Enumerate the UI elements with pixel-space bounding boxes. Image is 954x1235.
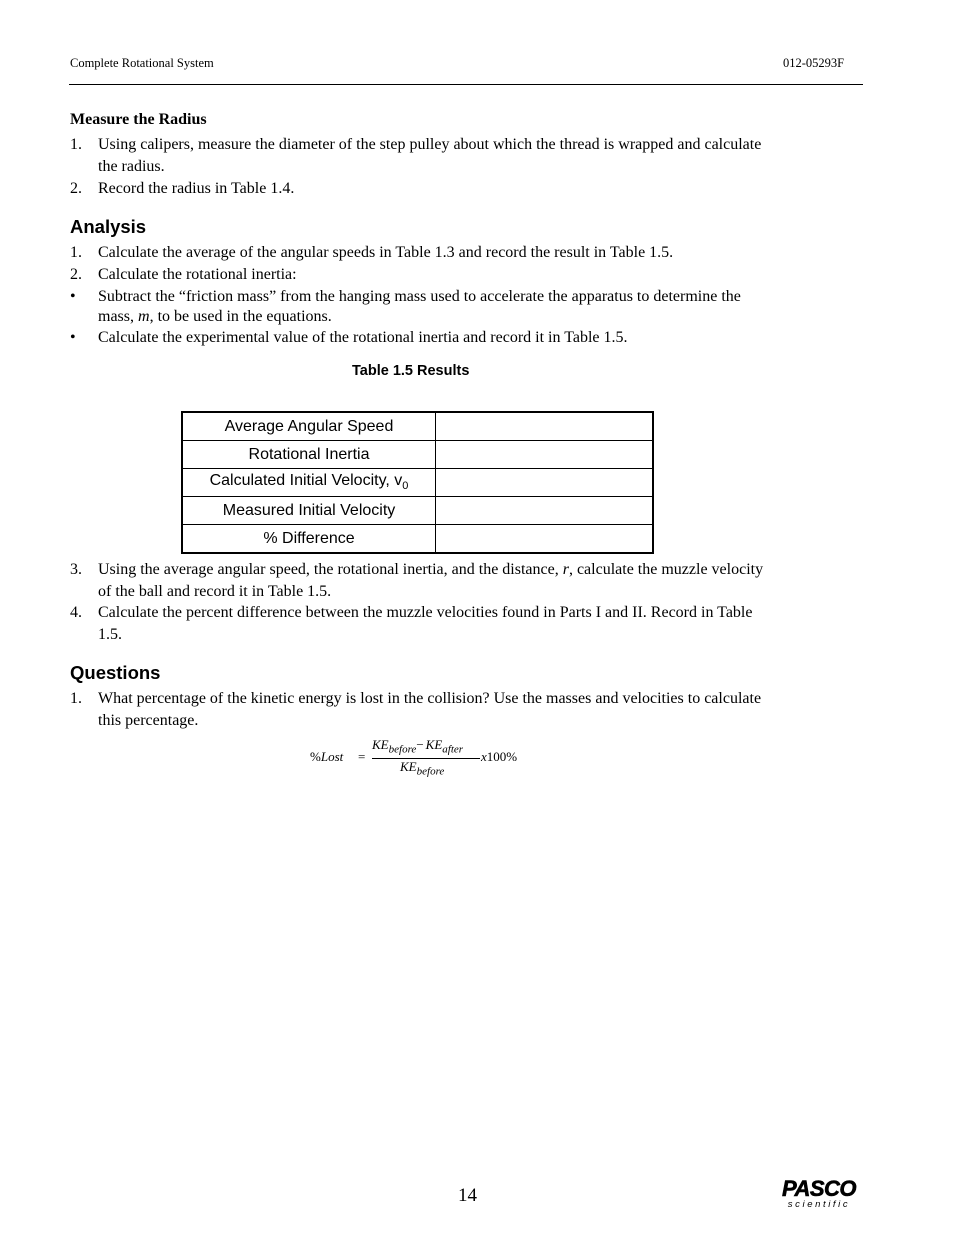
equation-denominator — [400, 759, 444, 778]
row-value — [436, 412, 654, 441]
list-text: Using calipers, measure the diameter of the step pulley about which the thread is wrapped and calculate the radius. — [98, 136, 762, 175]
equals-sign — [358, 749, 365, 765]
questions-heading: Questions — [70, 662, 161, 683]
bullet-marker: • — [70, 288, 76, 305]
row-label: Average Angular Speed — [182, 412, 436, 441]
lost-variable: Lost — [320, 749, 344, 764]
list-marker: 2. — [70, 180, 82, 197]
table-caption: Table 1.5 Results — [352, 363, 470, 379]
list-text: Record the radius in Table 1.4. — [98, 180, 295, 197]
table-row — [182, 412, 653, 441]
ke-symbol: KE — [372, 737, 389, 752]
bullet-item — [70, 287, 770, 327]
list-text: Calculate the rotational inertia: — [98, 266, 297, 283]
row-value — [436, 469, 654, 497]
bullet-item — [70, 327, 770, 349]
subscript-after: after — [442, 743, 464, 756]
table-row — [182, 469, 653, 497]
header-divider — [69, 84, 863, 85]
list-marker: 3. — [70, 561, 82, 578]
subscript-before: before — [388, 743, 417, 756]
list-item — [70, 178, 770, 200]
analysis-heading: Analysis — [70, 216, 147, 237]
list-item — [70, 559, 770, 603]
list-item — [70, 602, 770, 646]
equals-text: = — [358, 749, 366, 764]
list-text: Calculate the experimental value of the rotational inertia and record it in Table 1.5. — [98, 329, 628, 346]
text-segment: Using the average angular speed, the rotational inertia, and the distance, — [98, 561, 563, 578]
page-number: 14 — [458, 1185, 477, 1206]
logo-subtext: scientific — [787, 1199, 851, 1210]
row-label: Measured Initial Velocity — [182, 497, 436, 525]
list-text: Calculate the average of the angular speeds in Table 1.3 and record the result in Table 1.5. — [98, 244, 674, 261]
list-marker: 1. — [70, 690, 82, 707]
ke-symbol: KE — [400, 759, 417, 774]
text-segment: , calculate the muzzle velocity of the ball and record it in Table 1.5. — [98, 561, 764, 600]
list-text: Calculate the percent difference between the muzzle velocities found in Parts I and II. Record in Table 1.5. — [98, 604, 753, 643]
bullet-marker: • — [70, 329, 76, 346]
subscript-before: before — [416, 765, 445, 778]
hundred-percent: 100% — [486, 749, 518, 764]
row-label-subscript: 0 — [402, 480, 409, 493]
ke-symbol: KE — [425, 737, 443, 752]
document-number: 012-05293F — [783, 56, 845, 70]
list-marker: 1. — [70, 244, 82, 261]
variable-r: r — [562, 561, 569, 578]
text-segment: Subtract the “friction mass” from the hanging mass used to accelerate the apparatus to determine the mass, — [98, 288, 741, 325]
equation-lhs — [310, 749, 343, 765]
percent-sign: % — [310, 749, 321, 764]
pasco-logo — [775, 1176, 863, 1210]
row-value — [436, 441, 654, 469]
table-row — [182, 497, 653, 525]
table-row — [182, 441, 653, 469]
list-text — [98, 287, 770, 327]
list-marker: 4. — [70, 604, 82, 621]
row-value — [436, 525, 654, 554]
measure-radius-heading: Measure the Radius — [70, 111, 207, 128]
times-symbol: x — [481, 749, 487, 764]
equation-multiplier — [481, 749, 517, 765]
row-label: Rotational Inertia — [182, 441, 436, 469]
variable-m: m — [138, 308, 150, 325]
row-label: % Difference — [182, 525, 436, 554]
row-label — [182, 469, 436, 497]
list-marker: 1. — [70, 136, 82, 153]
logo-wordmark: PASCO — [781, 1176, 857, 1201]
equation-numerator — [372, 737, 463, 756]
list-text — [98, 559, 770, 603]
results-table — [181, 411, 654, 554]
list-item — [70, 688, 770, 732]
text-segment: , to be used in the equations. — [149, 308, 332, 325]
list-marker: 2. — [70, 266, 82, 283]
row-label-text: Calculated Initial Velocity, v — [209, 472, 403, 490]
row-value — [436, 497, 654, 525]
list-item — [70, 134, 770, 178]
running-header-title: Complete Rotational System — [70, 56, 214, 70]
list-text: What percentage of the kinetic energy is lost in the collision? Use the masses and velocities to calculate this percentage. — [98, 690, 762, 729]
list-item — [70, 264, 770, 286]
table-row — [182, 525, 653, 554]
list-item — [70, 242, 770, 264]
minus-sign: − — [416, 737, 424, 752]
